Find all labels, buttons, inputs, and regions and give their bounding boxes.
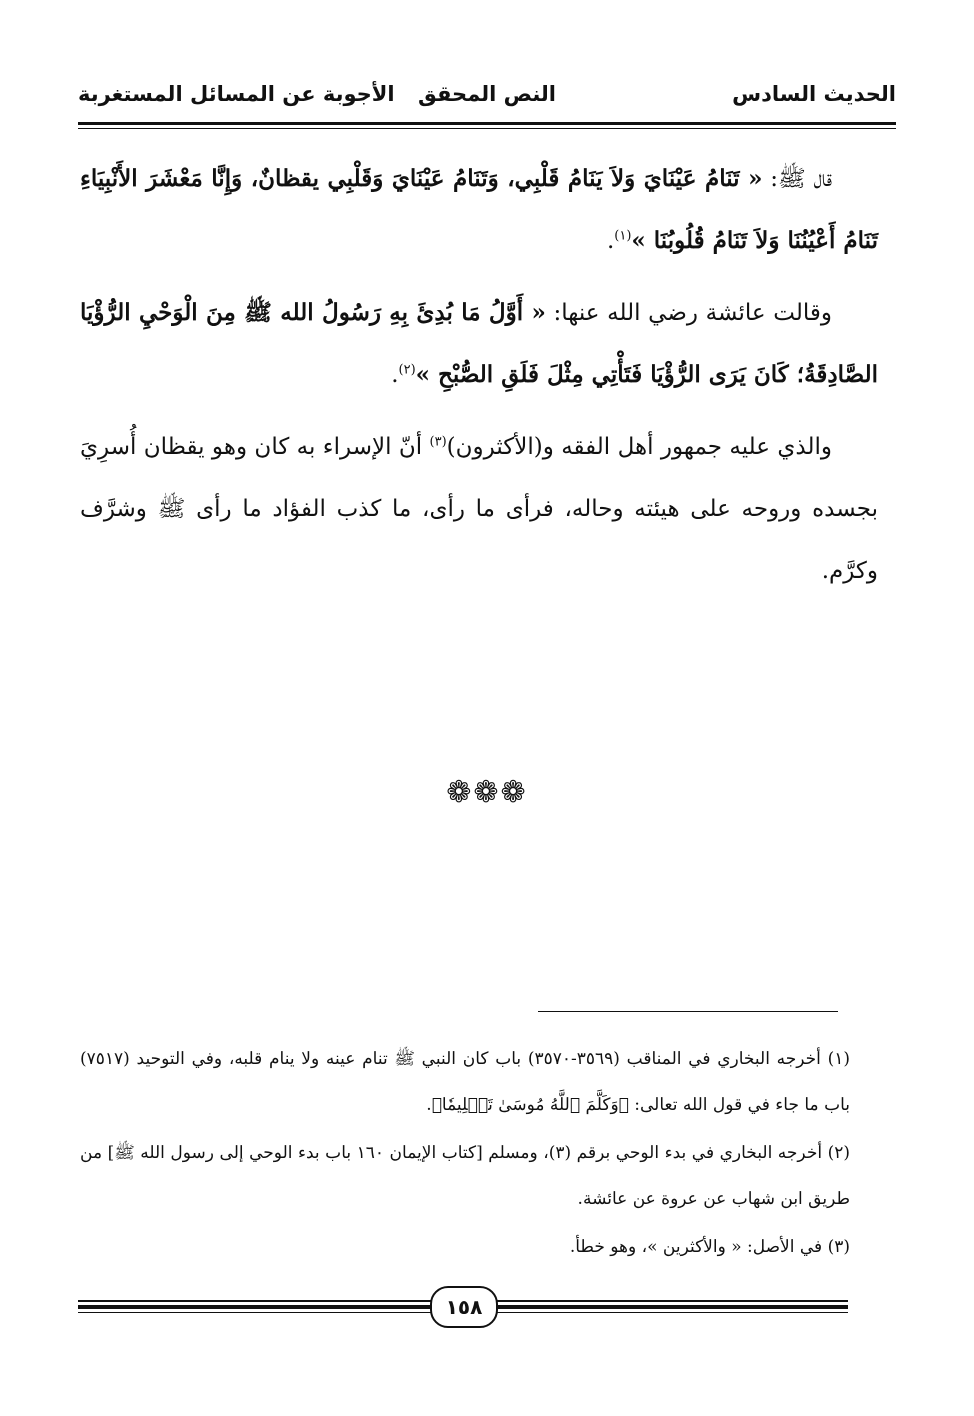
paragraph-end: . [391,362,399,388]
running-header [78,82,896,116]
paragraph-hadith-sleep [80,148,878,272]
hadith-quote: « أَوَّلُ مَا بُدِئَ بِهِ رَسُولُ الله ﷺ مِنَ الْوَحْيِ الرُّؤْيَا الصَّادِقَةُ؛ كَانَ يَرَى الرُّؤْيَا فَتَأْتِي مِثْلَ فَلَقِ الصُّبْحِ » [80,299,878,388]
footnote-ref-2: (٢) [398,362,416,378]
paragraph-intro: وقالت عائشة رضي الله عنها: [545,300,832,326]
footnote-2: (٢) أخرجه البخاري في بدء الوحي برقم (٣)، ومسلم [كتاب الإيمان ١٦٠ باب بدء الوحي إلى رسول الله ﷺ] من طريق ابن شهاب عن عروة عن عائشة. [80,1143,850,1209]
paragraph-aisha-narration [80,282,878,406]
hadith-quote: « تَنَامُ عَيْنَايَ وَلاَ يَنَامُ قَلْبِي، وَتَنَامُ عَيْنَايَ وَقَلْبِي يقظانٌ، وَإِنَّا مَعْشَرَ الأَنْبِيَاءِ تَنَامُ أَعْيُنُنَا وَلاَ تَنَامُ قُلُوبُنَا » [80,165,878,254]
footnote-ref-1: (١) [614,228,632,244]
header-section-title: النص المحقق [418,82,556,106]
footnotes [80,1036,850,1272]
paragraph-isra [80,416,878,602]
paragraph-end: . [606,228,615,254]
main-text [80,148,878,612]
section-divider-ornament: ❁❁❁ [446,775,528,810]
footnote-3: (٣) في الأصل: « والأكثرين »، وهو خطأ. [569,1237,850,1257]
footnote-separator [538,1011,838,1012]
page-number: ١٥٨ [430,1286,498,1328]
footnote-ref-3: (٣) [429,434,447,450]
header-book-title: الأجوبة عن المسائل المستغربة [78,82,395,106]
paragraph-intro: قال ﷺ: [762,166,832,192]
paragraph-body: أنّ الإسراء به كان وهو يقظان أُسرِيَ بجسده وروحه على هيئته وحاله، فرأى ما رأى، ما كذب الفؤاد ما رأى ﷺ وشرَّف وكرَّم. [80,434,878,584]
footnote-1: (١) أخرجه البخاري في المناقب (٣٥٦٩-٣٥٧٠) باب كان النبي ﷺ تنام عينه ولا ينام قلبه، وفي التوحيد (٧٥١٧) باب ما جاء في قول الله تعالى: ﴿وَكَلَّمَ ٱللَّهُ مُوسَىٰ تَكۡلِيمٗا﴾. [80,1049,850,1115]
header-rule-thin [78,128,896,129]
header-rule [78,122,896,125]
header-chapter-title: الحديث السادس [732,82,896,106]
paragraph-intro: والذي عليه جمهور أهل الفقه و(الأكثرون) [446,434,832,460]
